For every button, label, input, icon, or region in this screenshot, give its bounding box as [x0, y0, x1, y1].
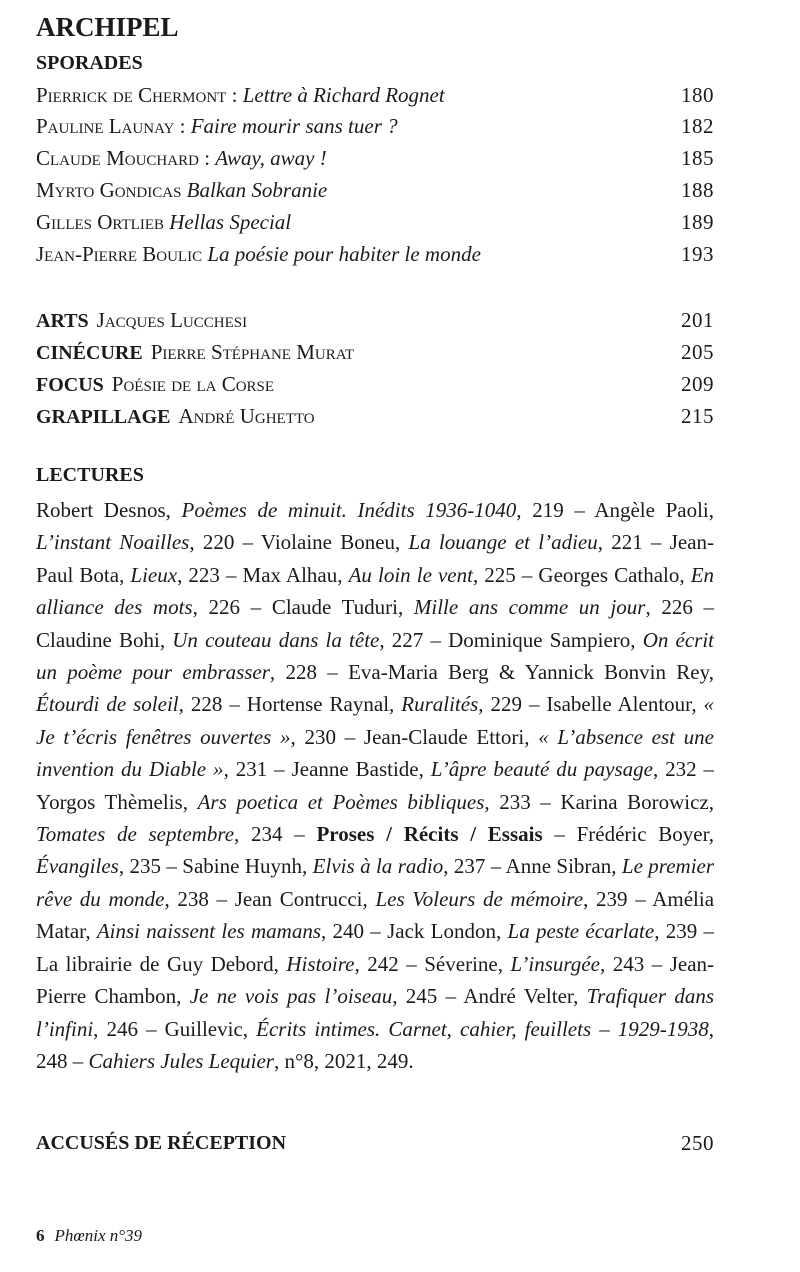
- lecture-page: 226: [208, 595, 241, 620]
- entry-page: 185: [681, 146, 714, 170]
- lecture-author: Karina Borowicz: [560, 789, 709, 814]
- lecture-page: 220: [202, 530, 235, 555]
- rubrique-label: ARTS: [36, 310, 89, 332]
- toc-row: [36, 80, 714, 110]
- lecture-title: Écrits intimes. Carnet, cahier, feuillets – 1929-1938: [256, 1016, 709, 1041]
- page-number: 6: [36, 1226, 45, 1245]
- entry-title: Balkan Sobranie: [186, 178, 328, 202]
- lecture-title: La louange et l’adieu: [408, 530, 598, 555]
- entry-title: Away, away !: [215, 146, 327, 170]
- lecture-page: 242: [367, 951, 399, 976]
- toc-row: [36, 143, 714, 173]
- entry-author: Pauline Launay: [36, 114, 175, 138]
- lecture-author: Frédéric Boyer: [576, 822, 709, 847]
- lecture-page: 238: [177, 886, 209, 911]
- lecture-author: La librairie de Guy Debord: [36, 951, 274, 976]
- entry-page: 193: [681, 242, 714, 266]
- entry-author: Claude Mouchard: [36, 146, 199, 170]
- lecture-title: Ars poetica et Poèmes bibliques: [197, 789, 485, 814]
- lecture-page: 235: [129, 854, 161, 879]
- lecture-author: Jeanne Bastide: [291, 757, 419, 782]
- lecture-title: Elvis à la radio: [312, 854, 444, 879]
- lecture-title: L’âpre beauté du paysage: [430, 757, 653, 782]
- lecture-page: 239: [665, 919, 698, 944]
- lecture-author: Amélia Matar: [36, 886, 715, 944]
- lecture-author: Claude Tuduri: [271, 595, 398, 620]
- lecture-author: Robert Desnos: [36, 498, 166, 522]
- lecture-author: Anne Sibran: [505, 854, 612, 879]
- lecture-author: André Velter: [463, 984, 574, 1009]
- lecture-title: Tomates de septembre: [36, 822, 235, 847]
- lecture-title: Cahiers Jules Lequier: [88, 1048, 274, 1073]
- rubrique-row: [36, 337, 714, 367]
- lecture-title: La peste écarlate: [507, 919, 655, 944]
- rubrique-row: [36, 401, 714, 431]
- lecture-page: 229: [490, 692, 522, 717]
- lecture-author: Sabine Huynh: [182, 854, 303, 879]
- lecture-author: Isabelle Alentour: [546, 692, 692, 717]
- accuses-label: ACCUSÉS DE RÉCEPTION: [36, 1132, 287, 1154]
- lecture-author: Jean Contrucci: [234, 886, 363, 911]
- lecture-author: Jean-Claude Ettori: [363, 724, 525, 749]
- lecture-page: 232: [665, 757, 697, 782]
- lecture-title: Trafiquer dans l’infini: [36, 984, 715, 1041]
- lecture-title: « L’absence est une invention du Diable »: [36, 724, 715, 782]
- lecture-page: 248: [36, 1048, 68, 1073]
- sporades-heading: SPORADES: [36, 52, 143, 74]
- journal-name: Phœnix n°39: [54, 1226, 143, 1245]
- lecture-title: L’instant Noailles: [36, 530, 190, 555]
- lecture-title: On écrit un poème pour embrasser: [36, 627, 714, 685]
- toc-row: [36, 207, 714, 237]
- lecture-title: Étourdi de soleil: [36, 692, 179, 717]
- lecture-page: 245: [405, 984, 438, 1009]
- lecture-page: 228: [190, 692, 223, 717]
- rubrique-page: 201: [681, 308, 714, 332]
- entry-title: La poésie pour habiter le monde: [207, 242, 481, 266]
- lecture-author: Violaine Boneu: [260, 530, 396, 555]
- entry-author: Myrto Gondicas: [36, 178, 182, 202]
- lecture-page: 246: [106, 1016, 138, 1041]
- toc-row: [36, 175, 714, 205]
- entry-title: Hellas Special: [169, 210, 292, 234]
- accuses-row: [36, 1128, 714, 1158]
- entry-author: Gilles Ortlieb: [36, 210, 164, 234]
- rubrique-author: Jacques Lucchesi: [96, 308, 248, 332]
- entry-separator: :: [174, 114, 191, 138]
- lecture-page: 231: [235, 757, 268, 782]
- lecture-title: En alliance des mots: [36, 562, 715, 620]
- lecture-title: Au loin le vent: [348, 562, 473, 587]
- lecture-title: Un couteau dans la tête: [172, 627, 380, 652]
- lecture-author: Max Alhau: [242, 562, 338, 587]
- rubrique-row: [36, 305, 714, 335]
- lecture-page: 228: [285, 660, 317, 685]
- entry-page: 189: [681, 210, 714, 234]
- accuses-page: 250: [681, 1131, 714, 1155]
- rubrique-author: Pierre Stéphane Murat: [150, 340, 355, 364]
- lecture-author: Jean-Pierre Chambon: [36, 951, 715, 1009]
- lecture-author: Claudine Bohi: [36, 627, 160, 652]
- lecture-author: Séverine: [424, 951, 498, 976]
- lecture-author: Dominique Sampiero: [448, 627, 631, 652]
- lecture-page: 230: [304, 724, 336, 749]
- entry-separator: :: [226, 83, 243, 107]
- lecture-title: « Je t’écris fenêtres ouvertes »: [36, 692, 715, 749]
- toc-row: [36, 111, 714, 141]
- lecture-title: Le premier rêve du monde: [36, 854, 715, 911]
- lecture-page: 237: [453, 854, 486, 879]
- entry-title: Lettre à Richard Rognet: [242, 83, 445, 107]
- entry-title: Faire mourir sans tuer ?: [190, 114, 398, 138]
- lecture-title: Poèmes de minuit. Inédits 1936-1040: [181, 498, 517, 522]
- rubrique-page: 215: [681, 404, 714, 428]
- entry-author: Jean-Pierre Boulic: [36, 242, 203, 266]
- lecture-page: 226: [661, 595, 693, 620]
- lecture-author: Yorgos Thèmelis: [36, 789, 183, 814]
- lectures-subhead: Proses / Récits / Essais: [316, 822, 543, 847]
- lecture-author: Angèle Paoli: [594, 498, 709, 522]
- lecture-title: Lieux: [130, 562, 178, 587]
- lecture-author: Guillevic: [164, 1016, 243, 1041]
- rubrique-label: GRAPILLAGE: [36, 406, 171, 428]
- lecture-title: Je ne vois pas l’oiseau: [189, 984, 393, 1009]
- lecture-page: 221: [611, 530, 643, 555]
- lecture-page: 234: [251, 822, 283, 847]
- rubrique-row: [36, 369, 714, 399]
- lecture-tail: , n°8, 2021, 249.: [273, 1048, 414, 1073]
- lecture-title: Les Voleurs de mémoire: [375, 886, 584, 911]
- entry-page: 180: [681, 83, 714, 107]
- lecture-author: Georges Cathalo: [538, 562, 680, 587]
- rubrique-author: Poésie de la Corse: [111, 372, 275, 396]
- lecture-title: Évangiles: [36, 854, 119, 879]
- lectures-heading: LECTURES: [36, 464, 144, 486]
- entry-author: Pierrick de Chermont: [36, 83, 227, 107]
- rubrique-author: André Ughetto: [178, 404, 315, 428]
- lectures-paragraph: Robert Desnos, Poèmes de minuit. Inédits 1936-1040, 219 – Angèle Paoli, L’instant Noailles, 220 – Violaine Boneu, La louange et l’adieu, 221 – Jean-Paul Bota, Lieux, 223 – Max Alhau, Au loin le vent, 225 – Georges Cathalo, En alliance des mots, 226 – Claude Tuduri, Mille ans comme un jour, 226 – Claudine Bohi, Un couteau dans la tête, 227 – Dominique Sampiero, On écrit un poème pour embrasser, 228 – Eva-Maria Berg & Yannick Bonvin Rey, Étourdi de soleil, 228 – Hortense Raynal, Ruralités, 229 – Isabelle Alentour, « Je t’écris fenêtres ouvertes », 230 – Jean-Claude Ettori, « L’absence est une invention du Diable », 231 – Jeanne Bastide, L’âpre beauté du paysage, 232 – Yorgos Thèmelis, Ars poetica et Poèmes bibliques, 233 – Karina Borowicz, Tomates de septembre, 234 – Proses / Récits / Essais – Frédéric Boyer, Évangiles, 235 – Sabine Huynh, Elvis à la radio, 237 – Anne Sibran, Le premier rêve du monde, 238 – Jean Contrucci, Les Voleurs de mémoire, 239 – Amélia Matar, Ainsi naissent les mamans, 240 – Jack London, La peste écarlate, 239 – La librairie de Guy Debord, Histoire, 242 – Séverine, L’insurgée, 243 – Jean-Pierre Chambon, Je ne vois pas l’oiseau, 245 – André Velter, Trafiquer dans l’infini, 246 – Guillevic, Écrits intimes. Carnet, cahier, feuillets – 1929-1938, 248 – Cahiers Jules Lequier, n°8, 2021, 249.: [36, 498, 715, 1073]
- page-footer: [36, 1226, 142, 1246]
- lecture-page: 227: [391, 627, 424, 652]
- lecture-title: L’insurgée: [510, 951, 600, 976]
- lecture-title: Mille ans comme un jour: [413, 595, 646, 620]
- lecture-title: Ainsi naissent les mamans: [96, 919, 321, 944]
- entry-page: 188: [681, 178, 714, 202]
- lecture-page: 239: [596, 886, 628, 911]
- lecture-page: 225: [484, 562, 516, 587]
- entry-separator: :: [198, 146, 216, 170]
- toc-row: [36, 239, 714, 269]
- rubrique-label: CINÉCURE: [36, 342, 143, 364]
- rubrique-page: 209: [681, 372, 714, 396]
- entry-page: 182: [681, 114, 714, 138]
- lecture-author: Jack London: [387, 919, 496, 944]
- lecture-title: Ruralités: [401, 692, 479, 717]
- lecture-page: 243: [612, 951, 645, 976]
- lecture-title: Histoire: [286, 951, 355, 976]
- rubrique-label: FOCUS: [36, 374, 104, 396]
- lecture-author: Eva-Maria Berg & Yannick Bonvin Rey: [348, 660, 709, 685]
- archipel-heading: ARCHIPEL: [36, 12, 179, 42]
- lecture-author: Jean-Paul Bota: [36, 530, 715, 587]
- lecture-page: 233: [499, 789, 531, 814]
- lecture-author: Hortense Raynal: [246, 692, 390, 717]
- rubrique-page: 205: [681, 340, 714, 364]
- lecture-page: 223: [188, 562, 220, 587]
- lecture-page: 219: [532, 498, 564, 522]
- lecture-page: 240: [332, 919, 365, 944]
